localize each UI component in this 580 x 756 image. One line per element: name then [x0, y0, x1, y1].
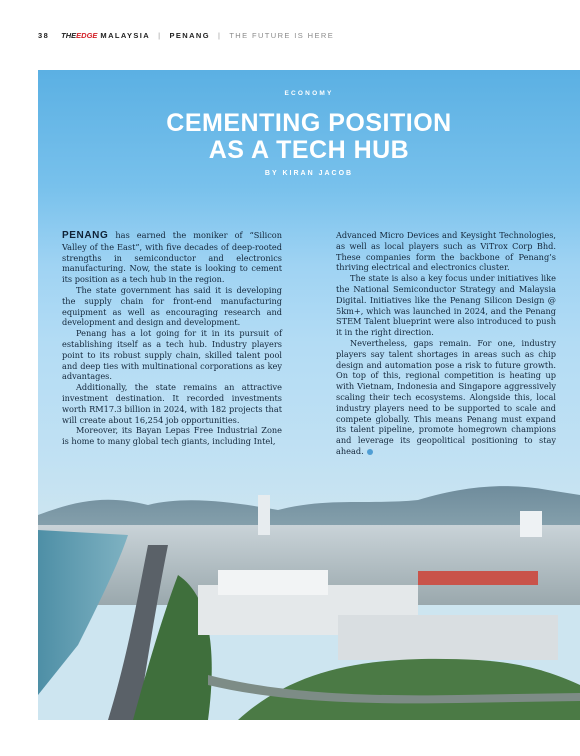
article-headline: [38, 110, 580, 164]
tower: [258, 495, 270, 535]
header-divider: |: [217, 30, 222, 40]
article-body: [62, 230, 556, 457]
publication-region: MALAYSIA: [100, 30, 151, 40]
section-name: PENANG: [169, 30, 210, 40]
headline-line-2: AS A TECH HUB: [208, 136, 410, 164]
factory-roof: [218, 570, 328, 595]
article-paragraph: Advanced Micro Devices and Keysight Technologies, as well as local players such as ViTrox Corp Bhd. These companies form the backbone of Penang’s thriving electrical and electronics cluster.: [336, 230, 556, 273]
section-tagline: THE FUTURE IS HERE: [229, 30, 335, 40]
article-byline: BY KIRAN JACOB: [264, 170, 354, 177]
article-paragraph: Nevertheless, gaps remain. For one, industry players say talent shortages in areas such as chip design and automation pose a risk to future growth. On top of this, regional competition is heating up with Vietnam, Indonesia and Singapore aggressively scaling their tech ecosystems. Alongside this, local industry players need to be supported to scale and compete globally. This means Penang must expand its talent pipeline, promote homegrown champions and leverage its geopolitical positioning to stay ahead.: [336, 337, 556, 456]
article-paragraph: The state government has said it is developing the supply chain for front-end manufacturing equipment as well as encouraging research and development and design and development.: [62, 284, 282, 328]
article-paragraph: The state is also a key focus under initiatives like the National Semiconductor Strategy and Malaysia Digital. Initiatives like the Penang Silicon Design @ 5km+, which was launched in 2024, and the Penang STEM Talent blueprint were also introduced to push it in the right direction.: [336, 273, 556, 338]
headline-line-1: CEMENTING POSITION: [166, 109, 452, 137]
sea: [38, 530, 128, 695]
article-paragraph: Penang has a lot going for it in its pursuit of establishing itself as a tech hub. Industry players point to its robust supply chain, skilled talent pool and deep ties with multinational corporations as key advantages.: [62, 328, 282, 382]
running-header: [38, 29, 334, 41]
article-paragraph: PENANG has earned the moniker of “Silicon Valley of the East”, with five decades of deep-rooted strengths in semiconductor and electronics manufacturing. Now, the state is looking to cement its position as a tech hub in the region.: [62, 230, 282, 285]
publication-logo: THEEDGE: [61, 30, 98, 40]
header-divider: |: [158, 30, 162, 40]
article-paragraph: Additionally, the state remains an attractive investment destination. It recorded investments worth RM17.3 billion in 2024, with 182 projects that will create about 16,254 job opportunities.: [62, 382, 282, 425]
factory-east: [338, 615, 558, 660]
article-column-right: [336, 230, 556, 457]
end-mark-icon: [367, 449, 373, 455]
lead-word: PENANG: [62, 230, 109, 241]
tower: [520, 511, 542, 537]
factory-red-roof: [418, 571, 538, 585]
article-kicker: ECONOMY: [284, 90, 334, 97]
article-column-left: [62, 230, 282, 457]
page-number: 38: [38, 30, 50, 40]
article-hero-panel: [38, 70, 580, 720]
article-paragraph: Moreover, its Bayan Lepas Free Industrial Zone is home to many global tech giants, including Intel,: [62, 425, 282, 447]
aerial-photo-penang: [38, 475, 580, 720]
